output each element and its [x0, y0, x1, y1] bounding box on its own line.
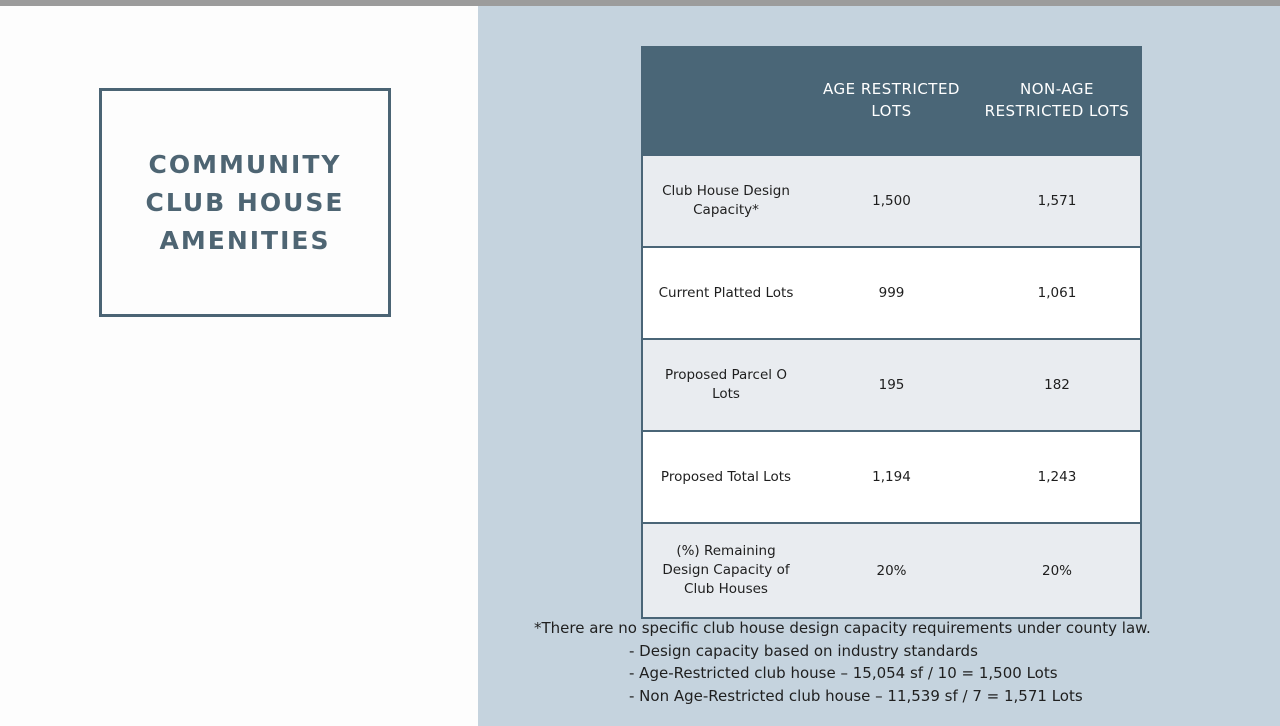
footnote	[534, 617, 1151, 708]
age-restricted-value: 195	[878, 377, 905, 393]
age-restricted-value: 1,500	[872, 193, 911, 209]
age-restricted-value: 999	[878, 285, 905, 301]
age-restricted-value: 20%	[876, 562, 907, 579]
age-restricted-value: 1,194	[872, 469, 911, 485]
row-label: Current Platted Lots	[658, 284, 794, 301]
table-row	[643, 338, 1140, 430]
non-age-restricted-value: 1,571	[1037, 193, 1077, 209]
non-age-restricted-value: 20%	[1041, 562, 1072, 579]
row-label: (%) Remaining Design Capacity of Club Houses	[662, 543, 790, 597]
header-cell-non-age-restricted: NON-AGE RESTRICTED LOTS	[984, 80, 1130, 120]
table-row	[643, 154, 1140, 246]
footnote-item: - Design capacity based on industry standards	[629, 641, 978, 660]
row-label: Proposed Parcel O Lots	[665, 367, 787, 402]
non-age-restricted-value: 182	[1044, 377, 1070, 393]
footnote-main: *There are no specific club house design capacity requirements under county law.	[534, 619, 1151, 637]
slide-title-line: CLUB HOUSE	[145, 187, 345, 217]
footnote-item: - Non Age-Restricted club house – 11,539 sf / 7 = 1,571 Lots	[629, 687, 1083, 706]
capacity-table	[641, 46, 1142, 619]
non-age-restricted-value: 1,061	[1037, 285, 1077, 301]
table-row	[643, 522, 1140, 617]
table-row	[643, 246, 1140, 338]
table-row	[643, 430, 1140, 522]
footnote-item: - Age-Restricted club house – 15,054 sf / 10 = 1,500 Lots	[629, 664, 1058, 683]
slide-title-box	[99, 88, 391, 317]
row-label: Proposed Total Lots	[660, 468, 792, 485]
row-label: Club House Design Capacity*	[662, 183, 790, 218]
slide-title-line: COMMUNITY	[148, 149, 342, 179]
header-cell-age-restricted: AGE RESTRICTED LOTS	[823, 80, 960, 120]
slide-title-line: AMENITIES	[159, 225, 331, 255]
non-age-restricted-value: 1,243	[1037, 469, 1077, 485]
table-header-row	[643, 46, 1140, 154]
